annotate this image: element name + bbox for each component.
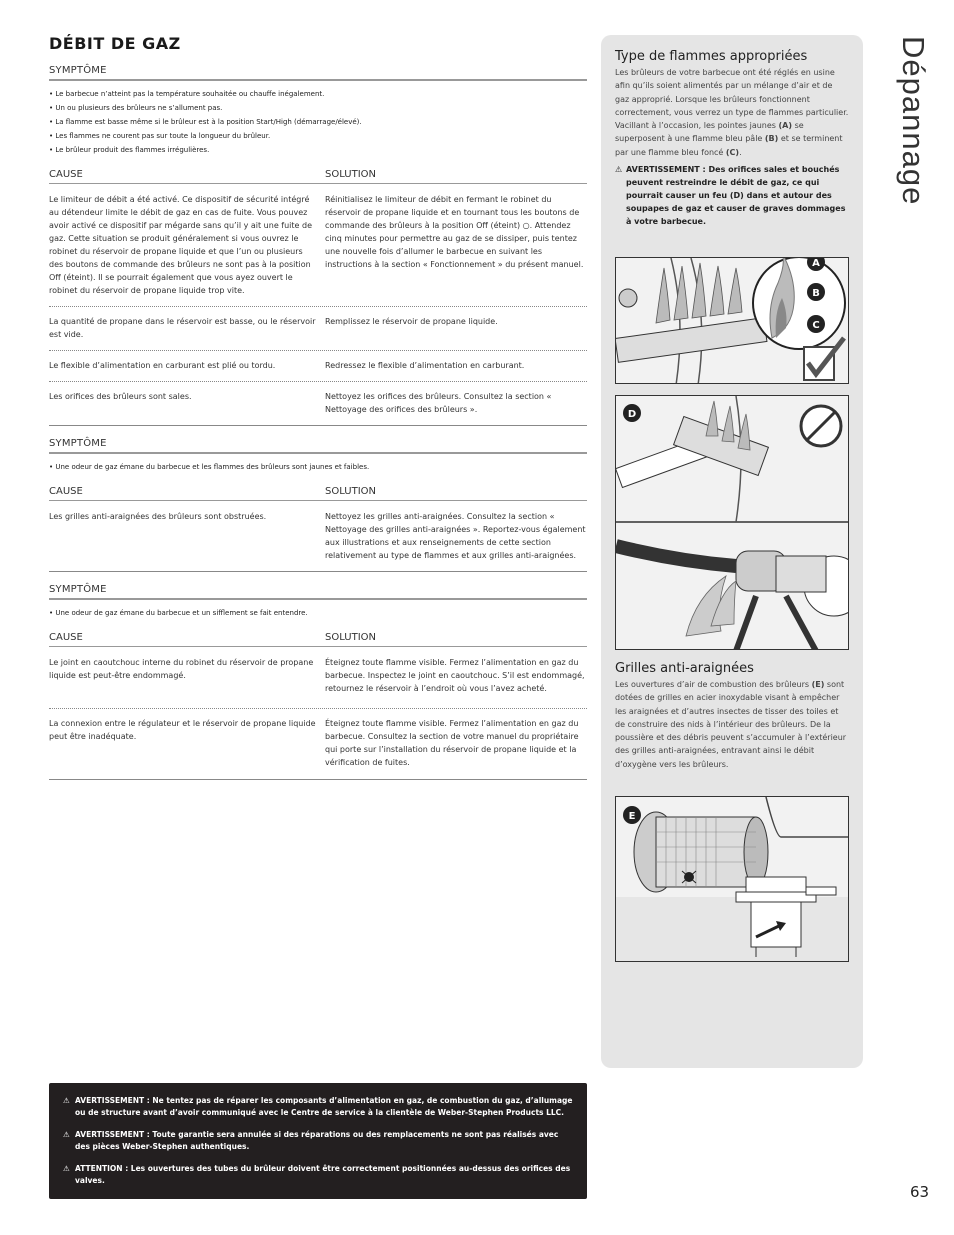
solution-heading: SOLUTION <box>325 486 377 497</box>
spider-guard-illustration <box>615 796 849 962</box>
warning-text: AVERTISSEMENT : Ne tentez pas de réparer les composants d’alimentation en gaz, de combustion du gaz, d’allumage ou de structure avant d’avoir communiqué avec le Centre de service à la clientèle de Weber-Stephen Products LLC. <box>75 1096 573 1117</box>
warning-box <box>49 1083 587 1199</box>
cause-cell: Les grilles anti-araignées des brûleurs sont obstruées. <box>49 512 267 521</box>
callout-label: E <box>628 811 636 822</box>
cause-cell: La connexion entre le régulateur et le réservoir de propane liquide peut être inadéquate. <box>49 719 316 741</box>
solution-cell: Redressez le flexible d’alimentation en carburant. <box>325 361 525 370</box>
cause-solution-header <box>49 632 587 647</box>
orifice-fire-drawing <box>616 396 849 650</box>
flames-warning-text: AVERTISSEMENT : Des orifices sales et bouchés peuvent restreindre le débit de gaz, ce qui pourrait causer un feu (D) dans et autour des soupapes de gaz et causer de graves dommages à votre barbecue. <box>626 165 846 227</box>
page-number: 63 <box>910 1183 930 1201</box>
solution-cell: Éteignez toute flamme visible. Fermez l’alimentation en gaz du barbecue. Inspectez le joint en caoutchouc. S’il est endommagé, retournez le réservoir à l’endroit où vous l’avez acheté. <box>325 658 585 693</box>
symptom-block-1 <box>49 65 587 426</box>
cause-heading: CAUSE <box>49 632 83 643</box>
section-title: DÉBIT DE GAZ <box>49 34 181 53</box>
warning-text: ATTENTION : Les ouvertures des tubes du brûleur doivent être correctement positionnées au-dessus des orifices des valves. <box>75 1164 571 1185</box>
symptom-item: • Le barbecue n’atteint pas la température souhaitée ou chauffe inégalement. <box>49 90 325 98</box>
warning-item <box>63 1129 573 1153</box>
callout-label: D <box>627 409 637 420</box>
table-row <box>49 382 587 426</box>
warning-item <box>63 1095 573 1119</box>
troubleshooting-column <box>49 34 587 780</box>
symptom-item: • Les flammes ne courent pas sur toute la longueur du brûleur. <box>49 132 271 140</box>
solution-cell: Réinitialisez le limiteur de débit en fermant le robinet du réservoir de propane liquide et en tournant tous les boutons de commande des brûleurs à la position Off (éteint) ○. Attendez cinq minutes pour permettre au gaz de se dissiper, puis tentez une nouvelle fois d’allumer le barbecue en suivant les instructions à la section « Fonctionnement » du présent manuel. <box>325 195 584 269</box>
svg-text:Dépannage: Dépannage <box>895 36 931 206</box>
symptom-item: • Le brûleur produit des flammes irrégulières. <box>49 146 210 154</box>
incorrect-flames-illustration <box>615 395 849 650</box>
correct-flames-illustration <box>615 257 849 384</box>
symptom-heading: SYMPTÔME <box>49 65 587 81</box>
flames-paragraph: Les brûleurs de votre barbecue ont été réglés en usine afin qu’ils soient alimentés par un mélange d’air et de gaz approprié. Lorsque les brûleurs fonctionnent correctement, vous verrez un type de flammes particulier. Vacillant à l’occasion, les pointes jaunes (A) se superposent à une flamme bleu pâle (B) et se terminent par une flamme bleu foncé (C). <box>615 68 849 157</box>
warning-triangle-icon: ⚠ <box>615 165 623 175</box>
symptom-heading: SYMPTÔME <box>49 438 587 454</box>
vertical-page-title <box>885 36 945 236</box>
cause-cell: Le limiteur de débit a été activé. Ce dispositif de sécurité intégré au détendeur limite le débit de gaz en cas de fuite. Vous pouvez avoir activé ce dispositif par mégarde sans qu’il y ait une fuite de gaz. Cette situation se produit généralement si vous ouvrez le robinet du réservoir de propane liquide et que l’un ou plusieurs des boutons de commande des brûleurs ne sont pas à la position Off (éteint). Il se pourrait également que vous ayez ouvert le robinet du réservoir de propane liquide trop vite. <box>49 195 312 295</box>
spider-paragraph: Les ouvertures d’air de combustion des brûleurs (E) sont dotées de grilles en acier inoxydable visant à empêcher les araignées et d’autres insectes de tisser des toiles et de construire des nids à l’intérieur des brûleurs. De la poussière et des débris peuvent s’accumuler à l’extérieur des grilles anti-araignées, entravant ainsi le débit d’oxygène vers les brûleurs. <box>615 680 847 769</box>
cause-cell: La quantité de propane dans le réservoir est basse, ou le réservoir est vide. <box>49 317 316 339</box>
warning-item <box>63 1163 573 1187</box>
cause-cell: Les orifices des brûleurs sont sales. <box>49 392 192 401</box>
cause-solution-header <box>49 486 587 501</box>
symptom-list <box>49 454 587 486</box>
callout-label: C <box>812 320 820 331</box>
solution-heading: SOLUTION <box>325 169 377 180</box>
warning-triangle-icon: ⚠ <box>63 1130 70 1139</box>
symptom-list <box>49 81 587 169</box>
table-row <box>49 351 587 382</box>
cause-cell: Le flexible d’alimentation en carburant est plié ou tordu. <box>49 361 276 370</box>
callout-label: A <box>812 258 820 269</box>
cause-heading: CAUSE <box>49 486 83 497</box>
solution-heading: SOLUTION <box>325 632 377 643</box>
symptom-item: • La flamme est basse même si le brûleur est à la position Start/High (démarrage/élevé). <box>49 118 362 126</box>
table-row <box>49 501 587 572</box>
table-row <box>49 709 587 780</box>
symptom-list <box>49 600 587 632</box>
spider-section <box>615 661 849 771</box>
symptom-heading: SYMPTÔME <box>49 584 587 600</box>
solution-cell: Remplissez le réservoir de propane liquide. <box>325 317 498 326</box>
symptom-block-3 <box>49 584 587 780</box>
cause-solution-header <box>49 169 587 184</box>
warning-triangle-icon: ⚠ <box>63 1096 70 1105</box>
solution-cell: Nettoyez les grilles anti-araignées. Consultez la section « Nettoyage des grilles anti-araignées ». Reportez-vous également aux illustrations et aux renseignements de cette section relativement au type de flammes et aux grilles anti-araignées. <box>325 512 586 560</box>
cause-cell: Le joint en caoutchouc interne du robinet du réservoir de propane liquide est peut-être endommagé. <box>49 658 314 680</box>
symptom-block-2 <box>49 438 587 572</box>
table-row <box>49 647 587 709</box>
spider-guard-drawing <box>616 797 849 962</box>
table-row <box>49 184 587 307</box>
table-row <box>49 307 587 351</box>
symptom-item: • Une odeur de gaz émane du barbecue et un sifflement se fait entendre. <box>49 609 308 617</box>
callout-label: B <box>812 288 820 299</box>
cause-heading: CAUSE <box>49 169 83 180</box>
solution-cell: Éteignez toute flamme visible. Fermez l’alimentation en gaz du barbecue. Consultez la section de votre manuel du propriétaire qui porte sur l’installation du réservoir de propane liquide et la vérification de fuites. <box>325 719 579 767</box>
warning-text: AVERTISSEMENT : Toute garantie sera annulée si des réparations ou des remplacements ne sont pas réalisés avec des pièces Weber-Stephen authentiques. <box>75 1130 559 1151</box>
solution-cell: Nettoyez les orifices des brûleurs. Consultez la section « Nettoyage des orifices des brûleurs ». <box>325 392 552 414</box>
symptom-item: • Un ou plusieurs des brûleurs ne s’allument pas. <box>49 104 223 112</box>
burner-flames-drawing <box>616 258 849 384</box>
flames-warning <box>615 163 849 228</box>
spider-heading: Grilles anti-araignées <box>615 661 754 676</box>
warning-triangle-icon: ⚠ <box>63 1164 70 1173</box>
flames-heading: Type de flammes appropriées <box>615 49 808 64</box>
symptom-item: • Une odeur de gaz émane du barbecue et les flammes des brûleurs sont jaunes et faibles. <box>49 463 370 471</box>
